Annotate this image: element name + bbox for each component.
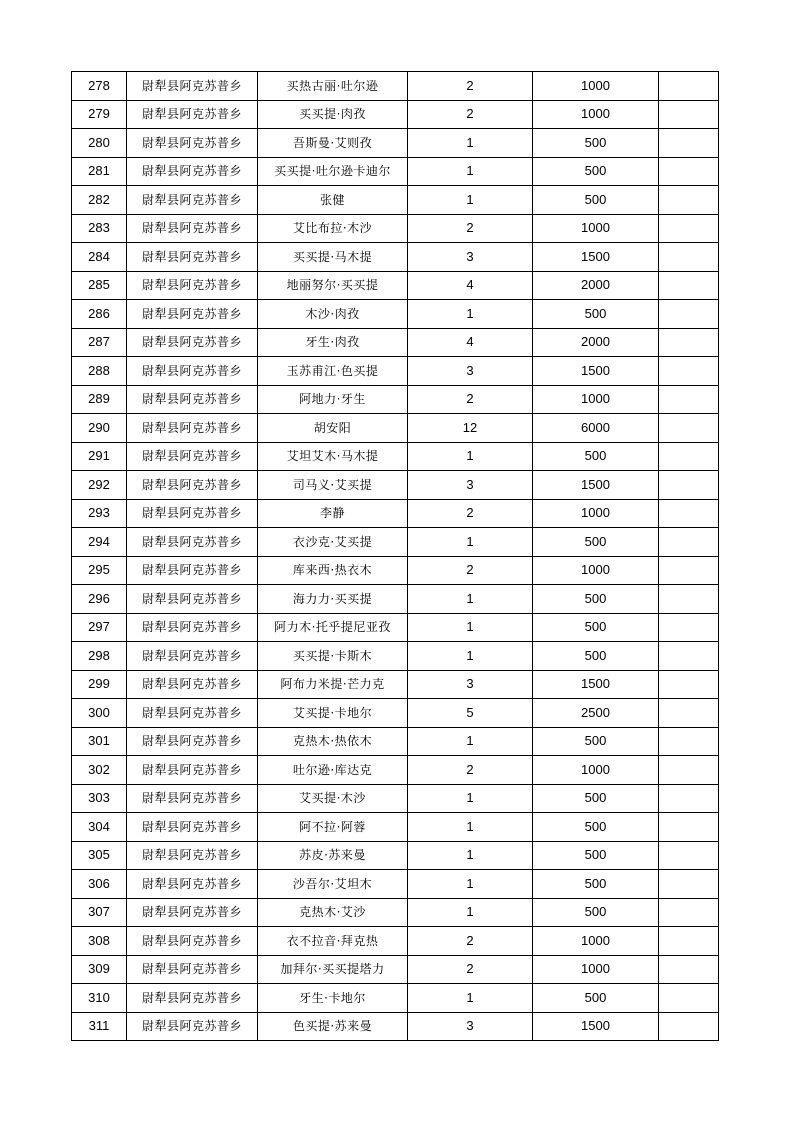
count-cell: 3 (408, 1012, 533, 1041)
row-number-cell: 292 (72, 471, 127, 500)
name-cell: 阿力木·托乎提尼亚孜 (258, 613, 408, 642)
table-row (72, 385, 719, 414)
table-row (72, 243, 719, 272)
amount-cell: 1500 (533, 471, 659, 500)
amount-cell: 1500 (533, 1012, 659, 1041)
count-cell: 3 (408, 243, 533, 272)
area-cell: 尉犁县阿克苏普乡 (127, 727, 258, 756)
amount-cell: 1000 (533, 100, 659, 129)
area-cell: 尉犁县阿克苏普乡 (127, 328, 258, 357)
count-cell: 1 (408, 984, 533, 1013)
area-cell: 尉犁县阿克苏普乡 (127, 585, 258, 614)
count-cell: 1 (408, 870, 533, 899)
name-cell: 买热古丽·吐尔逊 (258, 72, 408, 101)
area-cell: 尉犁县阿克苏普乡 (127, 670, 258, 699)
table-row (72, 357, 719, 386)
area-cell: 尉犁县阿克苏普乡 (127, 784, 258, 813)
name-cell: 艾比布拉·木沙 (258, 214, 408, 243)
area-cell: 尉犁县阿克苏普乡 (127, 927, 258, 956)
table-row (72, 214, 719, 243)
count-cell: 1 (408, 813, 533, 842)
name-cell: 艾买提·木沙 (258, 784, 408, 813)
table-body (72, 72, 719, 1041)
area-cell: 尉犁县阿克苏普乡 (127, 385, 258, 414)
amount-cell: 1000 (533, 556, 659, 585)
count-cell: 1 (408, 898, 533, 927)
count-cell: 1 (408, 157, 533, 186)
name-cell: 买买提·卡斯木 (258, 642, 408, 671)
count-cell: 12 (408, 414, 533, 443)
amount-cell: 1000 (533, 214, 659, 243)
table-row (72, 927, 719, 956)
row-number-cell: 287 (72, 328, 127, 357)
table-row (72, 585, 719, 614)
note-cell (659, 670, 719, 699)
table-row (72, 442, 719, 471)
row-number-cell: 303 (72, 784, 127, 813)
amount-cell: 500 (533, 813, 659, 842)
area-cell: 尉犁县阿克苏普乡 (127, 72, 258, 101)
name-cell: 吾斯曼·艾则孜 (258, 129, 408, 158)
row-number-cell: 310 (72, 984, 127, 1013)
name-cell: 衣沙克·艾买提 (258, 528, 408, 557)
name-cell: 阿不拉·阿蓉 (258, 813, 408, 842)
area-cell: 尉犁县阿克苏普乡 (127, 157, 258, 186)
count-cell: 1 (408, 784, 533, 813)
table-row (72, 727, 719, 756)
area-cell: 尉犁县阿克苏普乡 (127, 357, 258, 386)
amount-cell: 500 (533, 727, 659, 756)
count-cell: 3 (408, 670, 533, 699)
count-cell: 1 (408, 613, 533, 642)
table-row (72, 898, 719, 927)
name-cell: 玉苏甫江·色买提 (258, 357, 408, 386)
note-cell (659, 585, 719, 614)
count-cell: 2 (408, 499, 533, 528)
area-cell: 尉犁县阿克苏普乡 (127, 499, 258, 528)
amount-cell: 1000 (533, 955, 659, 984)
amount-cell: 500 (533, 129, 659, 158)
amount-cell: 2000 (533, 328, 659, 357)
count-cell: 1 (408, 300, 533, 329)
count-cell: 1 (408, 585, 533, 614)
row-number-cell: 297 (72, 613, 127, 642)
name-cell: 库来西·热衣木 (258, 556, 408, 585)
name-cell: 买买提·马木提 (258, 243, 408, 272)
note-cell (659, 984, 719, 1013)
amount-cell: 500 (533, 613, 659, 642)
count-cell: 2 (408, 927, 533, 956)
amount-cell: 1000 (533, 72, 659, 101)
count-cell: 1 (408, 129, 533, 158)
amount-cell: 1000 (533, 385, 659, 414)
amount-cell: 500 (533, 585, 659, 614)
amount-cell: 6000 (533, 414, 659, 443)
row-number-cell: 282 (72, 186, 127, 215)
name-cell: 木沙·肉孜 (258, 300, 408, 329)
row-number-cell: 308 (72, 927, 127, 956)
name-cell: 吐尔逊·库达克 (258, 756, 408, 785)
name-cell: 阿布力米提·芒力克 (258, 670, 408, 699)
area-cell: 尉犁县阿克苏普乡 (127, 442, 258, 471)
area-cell: 尉犁县阿克苏普乡 (127, 129, 258, 158)
note-cell (659, 756, 719, 785)
area-cell: 尉犁县阿克苏普乡 (127, 699, 258, 728)
table-row (72, 556, 719, 585)
table-row (72, 328, 719, 357)
note-cell (659, 841, 719, 870)
note-cell (659, 214, 719, 243)
row-number-cell: 311 (72, 1012, 127, 1041)
note-cell (659, 385, 719, 414)
amount-cell: 500 (533, 157, 659, 186)
note-cell (659, 300, 719, 329)
count-cell: 4 (408, 328, 533, 357)
note-cell (659, 955, 719, 984)
area-cell: 尉犁县阿克苏普乡 (127, 756, 258, 785)
row-number-cell: 278 (72, 72, 127, 101)
area-cell: 尉犁县阿克苏普乡 (127, 271, 258, 300)
area-cell: 尉犁县阿克苏普乡 (127, 898, 258, 927)
row-number-cell: 280 (72, 129, 127, 158)
name-cell: 衣不拉音·拜克热 (258, 927, 408, 956)
count-cell: 3 (408, 357, 533, 386)
table-row (72, 756, 719, 785)
row-number-cell: 304 (72, 813, 127, 842)
row-number-cell: 284 (72, 243, 127, 272)
area-cell: 尉犁县阿克苏普乡 (127, 1012, 258, 1041)
note-cell (659, 556, 719, 585)
row-number-cell: 309 (72, 955, 127, 984)
note-cell (659, 727, 719, 756)
table-row (72, 955, 719, 984)
table-row (72, 300, 719, 329)
count-cell: 1 (408, 442, 533, 471)
area-cell: 尉犁县阿克苏普乡 (127, 300, 258, 329)
row-number-cell: 295 (72, 556, 127, 585)
note-cell (659, 328, 719, 357)
note-cell (659, 129, 719, 158)
table-row (72, 100, 719, 129)
area-cell: 尉犁县阿克苏普乡 (127, 214, 258, 243)
table-row (72, 414, 719, 443)
note-cell (659, 414, 719, 443)
amount-cell: 1500 (533, 357, 659, 386)
name-cell: 克热木·艾沙 (258, 898, 408, 927)
amount-cell: 1000 (533, 756, 659, 785)
row-number-cell: 290 (72, 414, 127, 443)
table-row (72, 784, 719, 813)
amount-cell: 500 (533, 442, 659, 471)
name-cell: 李静 (258, 499, 408, 528)
row-number-cell: 283 (72, 214, 127, 243)
row-number-cell: 302 (72, 756, 127, 785)
area-cell: 尉犁县阿克苏普乡 (127, 100, 258, 129)
table-row (72, 984, 719, 1013)
note-cell (659, 784, 719, 813)
name-cell: 牙生·肉孜 (258, 328, 408, 357)
row-number-cell: 293 (72, 499, 127, 528)
row-number-cell: 285 (72, 271, 127, 300)
note-cell (659, 186, 719, 215)
count-cell: 2 (408, 955, 533, 984)
note-cell (659, 1012, 719, 1041)
note-cell (659, 243, 719, 272)
note-cell (659, 642, 719, 671)
note-cell (659, 813, 719, 842)
row-number-cell: 291 (72, 442, 127, 471)
name-cell: 艾坦艾木·马木提 (258, 442, 408, 471)
row-number-cell: 301 (72, 727, 127, 756)
note-cell (659, 699, 719, 728)
amount-cell: 500 (533, 898, 659, 927)
row-number-cell: 294 (72, 528, 127, 557)
amount-cell: 500 (533, 186, 659, 215)
amount-cell: 500 (533, 984, 659, 1013)
table-row (72, 1012, 719, 1041)
table-row (72, 499, 719, 528)
name-cell: 张健 (258, 186, 408, 215)
amount-cell: 500 (533, 841, 659, 870)
row-number-cell: 307 (72, 898, 127, 927)
name-cell: 地丽努尔·买买提 (258, 271, 408, 300)
area-cell: 尉犁县阿克苏普乡 (127, 186, 258, 215)
note-cell (659, 898, 719, 927)
table-row (72, 157, 719, 186)
table-row (72, 186, 719, 215)
name-cell: 胡安阳 (258, 414, 408, 443)
area-cell: 尉犁县阿克苏普乡 (127, 414, 258, 443)
area-cell: 尉犁县阿克苏普乡 (127, 955, 258, 984)
count-cell: 1 (408, 528, 533, 557)
table-row (72, 841, 719, 870)
note-cell (659, 442, 719, 471)
row-number-cell: 286 (72, 300, 127, 329)
note-cell (659, 499, 719, 528)
note-cell (659, 72, 719, 101)
note-cell (659, 271, 719, 300)
table-row (72, 813, 719, 842)
row-number-cell: 289 (72, 385, 127, 414)
name-cell: 司马义·艾买提 (258, 471, 408, 500)
area-cell: 尉犁县阿克苏普乡 (127, 613, 258, 642)
amount-cell: 2500 (533, 699, 659, 728)
row-number-cell: 279 (72, 100, 127, 129)
area-cell: 尉犁县阿克苏普乡 (127, 471, 258, 500)
amount-cell: 500 (533, 528, 659, 557)
table-row (72, 471, 719, 500)
area-cell: 尉犁县阿克苏普乡 (127, 556, 258, 585)
amount-cell: 2000 (533, 271, 659, 300)
note-cell (659, 613, 719, 642)
area-cell: 尉犁县阿克苏普乡 (127, 243, 258, 272)
name-cell: 克热木·热依木 (258, 727, 408, 756)
count-cell: 2 (408, 72, 533, 101)
note-cell (659, 870, 719, 899)
row-number-cell: 288 (72, 357, 127, 386)
note-cell (659, 528, 719, 557)
count-cell: 2 (408, 100, 533, 129)
table-row (72, 642, 719, 671)
amount-cell: 500 (533, 300, 659, 329)
row-number-cell: 281 (72, 157, 127, 186)
note-cell (659, 100, 719, 129)
name-cell: 苏皮·苏来曼 (258, 841, 408, 870)
table-row (72, 528, 719, 557)
table-row (72, 670, 719, 699)
area-cell: 尉犁县阿克苏普乡 (127, 984, 258, 1013)
count-cell: 3 (408, 471, 533, 500)
area-cell: 尉犁县阿克苏普乡 (127, 813, 258, 842)
count-cell: 1 (408, 727, 533, 756)
name-cell: 买买提·吐尔逊卡迪尔 (258, 157, 408, 186)
row-number-cell: 306 (72, 870, 127, 899)
count-cell: 1 (408, 642, 533, 671)
amount-cell: 500 (533, 784, 659, 813)
table-row (72, 271, 719, 300)
amount-cell: 1000 (533, 927, 659, 956)
row-number-cell: 296 (72, 585, 127, 614)
count-cell: 2 (408, 385, 533, 414)
table-row (72, 870, 719, 899)
note-cell (659, 357, 719, 386)
area-cell: 尉犁县阿克苏普乡 (127, 870, 258, 899)
table-row (72, 72, 719, 101)
area-cell: 尉犁县阿克苏普乡 (127, 642, 258, 671)
amount-cell: 500 (533, 870, 659, 899)
note-cell (659, 471, 719, 500)
amount-cell: 1500 (533, 243, 659, 272)
count-cell: 2 (408, 214, 533, 243)
name-cell: 艾买提·卡地尔 (258, 699, 408, 728)
count-cell: 1 (408, 841, 533, 870)
row-number-cell: 298 (72, 642, 127, 671)
name-cell: 牙生·卡地尔 (258, 984, 408, 1013)
name-cell: 阿地力·牙生 (258, 385, 408, 414)
subsidy-table (71, 71, 719, 1041)
table-row (72, 613, 719, 642)
amount-cell: 1500 (533, 670, 659, 699)
count-cell: 2 (408, 556, 533, 585)
row-number-cell: 305 (72, 841, 127, 870)
area-cell: 尉犁县阿克苏普乡 (127, 528, 258, 557)
name-cell: 加拜尔·买买提塔力 (258, 955, 408, 984)
amount-cell: 1000 (533, 499, 659, 528)
count-cell: 2 (408, 756, 533, 785)
name-cell: 海力力·买买提 (258, 585, 408, 614)
area-cell: 尉犁县阿克苏普乡 (127, 841, 258, 870)
count-cell: 4 (408, 271, 533, 300)
count-cell: 1 (408, 186, 533, 215)
count-cell: 5 (408, 699, 533, 728)
note-cell (659, 927, 719, 956)
table-row (72, 699, 719, 728)
table-row (72, 129, 719, 158)
name-cell: 色买提·苏来曼 (258, 1012, 408, 1041)
name-cell: 沙吾尔·艾坦木 (258, 870, 408, 899)
note-cell (659, 157, 719, 186)
row-number-cell: 300 (72, 699, 127, 728)
amount-cell: 500 (533, 642, 659, 671)
name-cell: 买买提·肉孜 (258, 100, 408, 129)
row-number-cell: 299 (72, 670, 127, 699)
